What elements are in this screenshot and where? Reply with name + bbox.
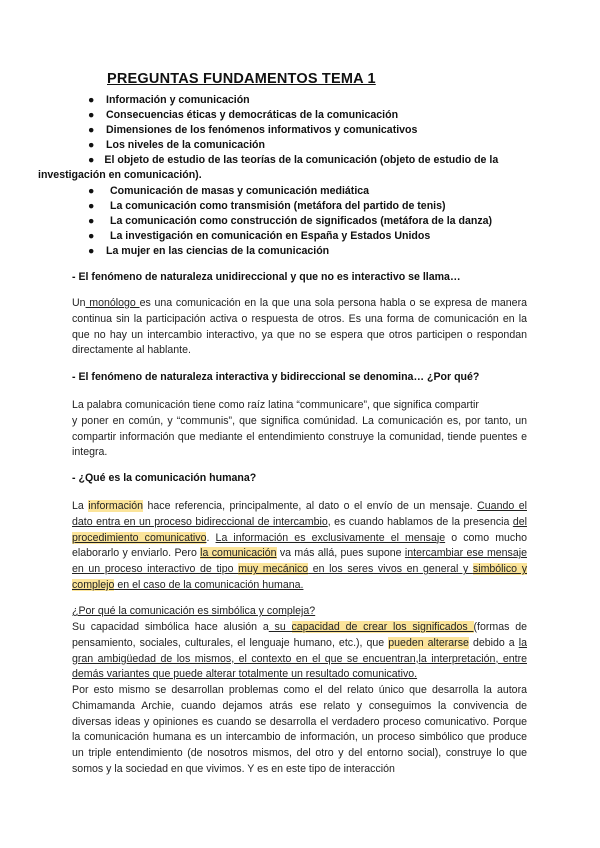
bullet-icon: ● bbox=[88, 214, 95, 227]
list-item: ● Información y comunicación bbox=[72, 93, 532, 108]
topic-list bbox=[38, 93, 532, 259]
question-2: - El fenómeno de naturaleza interactiva y bidireccional se denomina… ¿Por qué? bbox=[72, 371, 480, 383]
bullet-icon: ● bbox=[88, 184, 95, 197]
list-item: ● El objeto de estudio de las teorías de la comunicación (objeto de estudio de la investigación en comunicación). bbox=[38, 154, 499, 182]
answer-4-continued: Por esto mismo se desarrollan problemas como el del relato único que desarrolla la autora Chimamanda Archie, cuando dejamos atrás ese relato y conseguimos la convivencia de diversas ideas y opiniones es cuando se desarrolla el verdadero proceso comunicativo. Porque la comunicación humana es un intercambio de información, un proceso simbólico que produce un triple entendimiento (de nosotros mismos, del otro y del entorno social), construye lo que somos y la sociedad en que vivimos. Y es en este tipo de interacción bbox=[72, 684, 527, 775]
list-item: ● Dimensiones de los fenómenos informativos y comunicativos bbox=[72, 123, 532, 138]
bullet-icon: ● bbox=[88, 199, 95, 212]
list-item: ● La investigación en comunicación en España y Estados Unidos bbox=[72, 229, 532, 244]
list-item: ● La comunicación como transmisión (metáfora del partido de tenis) bbox=[72, 199, 532, 214]
bullet-icon: ● bbox=[88, 154, 95, 167]
question-4: ¿Por qué la comunicación es simbólica y compleja? bbox=[72, 605, 316, 617]
list-item: ● La comunicación como construcción de significados (metáfora de la danza) bbox=[72, 214, 532, 229]
bullet-icon: ● bbox=[88, 139, 95, 152]
answer-4: Su capacidad simbólica hace alusión a su capacidad de crear los significados (formas de pensamiento, sociales, culturales, el lenguaje humano, etc.), que pueden alterarse debido a la gran ambigüedad de los mismos, el contexto en el que se encuentran,la interpretación, entre demás variantes que puede alterar totalmente un resultado comunicativo. bbox=[72, 621, 527, 681]
answer-1: Un monólogo es una comunicación en la que una sola persona habla o se expresa de manera continua sin la participación activa o respuesta de otros. Es una forma de comunicación en la que no hay un intercambio interactivo, ya que no se espera que otros participen o respondan directamente al hablante. bbox=[72, 297, 527, 357]
answer-2: La palabra comunicación tiene como raíz latina “communicare”, que significa compartir y poner en común, y “communis”, que significa comúnidad. La comunicación es, por tanto, un compartir información que mediante el entendimiento construye la comunidad, tiende puentes e integra. bbox=[72, 399, 527, 459]
bullet-icon: ● bbox=[88, 244, 95, 257]
answer-3: La información hace referencia, principalmente, al dato o el envío de un mensaje. Cuando el dato entra en un proceso bidireccional de intercambio, es cuando hablamos de la presencia del procedimiento comunicativo. La información es exclusivamente el mensaje o como mucho elaborarlo y enviarlo. Pero la comunicación va más allá, pues supone intercambiar ese mensaje en un proceso interactivo de tipo muy mecánico en los seres vivos en general y simbólico y complejo en el caso de la comunicación humana. bbox=[72, 500, 528, 591]
question-1: - El fenómeno de naturaleza unidireccional y que no es interactivo se llama… bbox=[72, 271, 461, 283]
bullet-icon: ● bbox=[88, 94, 95, 106]
question-3: - ¿Qué es la comunicación humana? bbox=[72, 472, 257, 484]
list-item: ● Comunicación de masas y comunicación mediática bbox=[72, 184, 532, 199]
bullet-icon: ● bbox=[88, 109, 95, 122]
page-title: PREGUNTAS FUNDAMENTOS TEMA 1 bbox=[107, 71, 376, 87]
list-item: ● La mujer en las ciencias de la comunicación bbox=[72, 244, 532, 259]
bullet-icon: ● bbox=[88, 229, 95, 242]
bullet-icon: ● bbox=[88, 124, 95, 137]
list-item: ● Los niveles de la comunicación bbox=[72, 138, 532, 153]
list-item: ● Consecuencias éticas y democráticas de la comunicación bbox=[72, 108, 532, 123]
